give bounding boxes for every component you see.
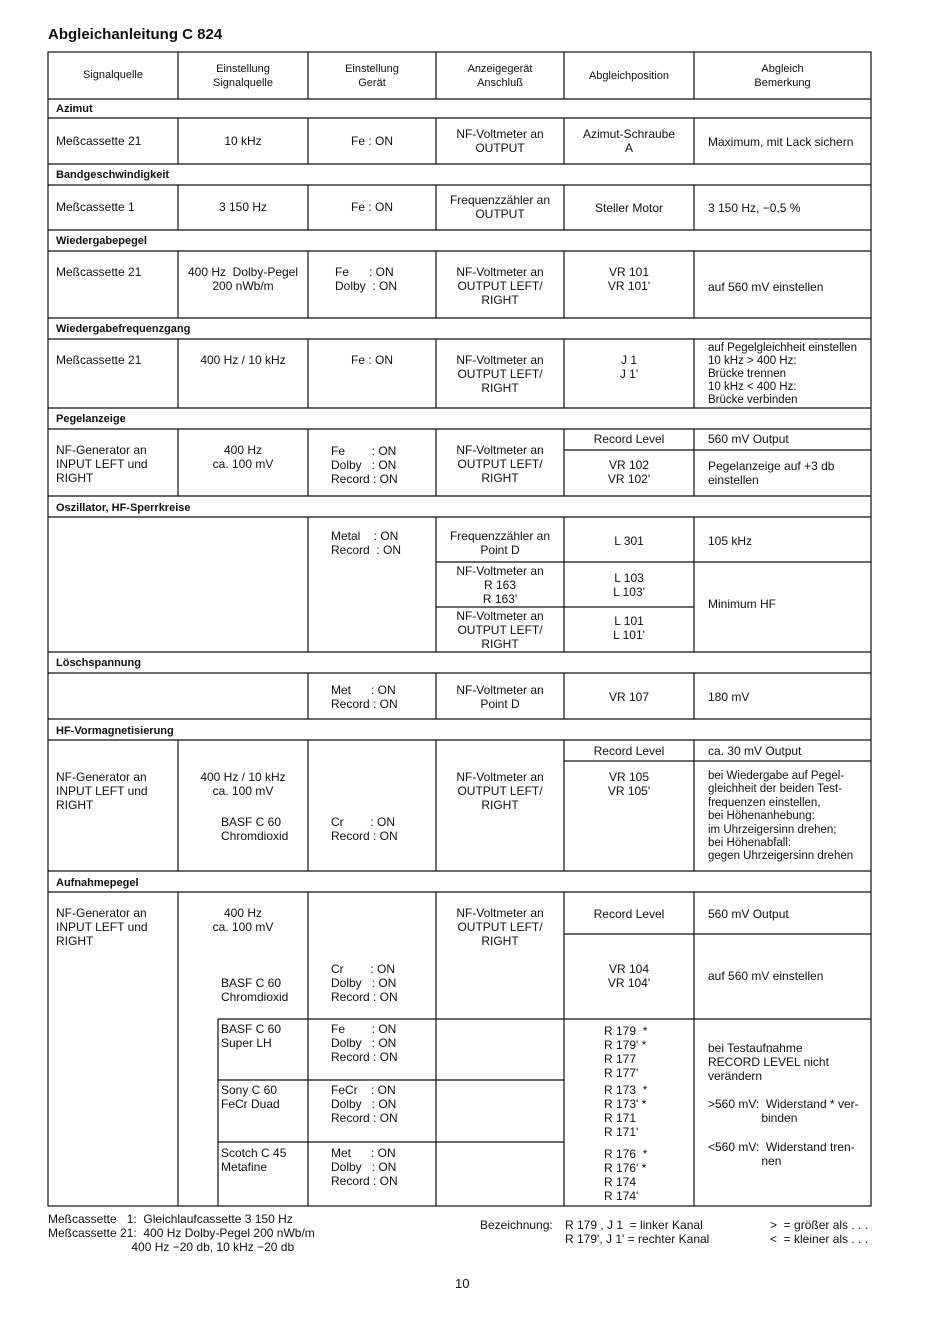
cell: NF-Voltmeter an OUTPUT — [456, 127, 544, 155]
cell: NF-Voltmeter an Point D — [456, 683, 544, 711]
cell: 560 mV Output — [708, 432, 789, 446]
cell: auf 560 mV einstellen — [708, 280, 824, 294]
cell: auf 560 mV einstellen — [708, 969, 824, 983]
cell: auf Pegelgleichheit einstellen 10 kHz > 400 Hz: Brücke trennen 10 kHz < 400 Hz: Brücke verbinden — [708, 342, 857, 406]
cell: Fe : ON — [350, 134, 393, 148]
header-abgleich-bemerkung: Abgleich Bemerkung — [754, 63, 811, 89]
cell: Sony C 60 FeCr Duad — [221, 1083, 280, 1111]
cell: 3 150 Hz — [218, 200, 268, 214]
footer-legend: Meßcassette 1: Gleichlaufcassette 3 150 Hz Meßcassette 21: 400 Hz Dolby-Pegel 200 nWb/m 400 Hz −20 db, 10 kHz −20 db — [48, 1212, 315, 1254]
header-signalquelle: Signalquelle — [83, 69, 143, 81]
cell: BASF C 60 Chromdioxid — [221, 815, 289, 843]
section-wiedergabefrequenzgang: Wiedergabefrequenzgang — [56, 323, 191, 335]
section-hf-vormagnetisierung: HF-Vormagnetisierung — [56, 725, 174, 737]
cell: Steller Motor — [594, 201, 664, 215]
cell: Fe : ON Dolby : ON Record : ON — [331, 1022, 398, 1064]
cell: NF-Voltmeter an R 163 R 163' — [456, 564, 544, 606]
section-azimut: Azimut — [56, 103, 93, 115]
cell: NF-Voltmeter an OUTPUT LEFT/ RIGHT — [456, 443, 544, 485]
cell: Fe : ON — [350, 353, 393, 367]
cell: NF-Voltmeter an OUTPUT LEFT/ RIGHT — [456, 265, 544, 307]
cell: R 179 * R 179' * R 177 R 177' — [604, 1024, 648, 1080]
cell: Cr : ON Dolby : ON Record : ON — [331, 962, 398, 1004]
cell: bei Wiedergabe auf Pegel- gleichheit der beiden Test- frequenzen einstellen, bei Höhenanhebung: im Uhrzeigersinn drehen; bei Höhenabfall: gegen Uhrzeigersinn drehen — [708, 770, 854, 863]
section-bandgeschwindigkeit: Bandgeschwindigkeit — [56, 169, 170, 181]
cell: Scotch C 45 Metafine — [221, 1146, 287, 1174]
cell: Fe : ON Dolby : ON Record : ON — [331, 444, 398, 486]
cell: NF-Generator an INPUT LEFT und RIGHT — [56, 443, 148, 485]
section-oszillator: Oszillator, HF-Sperrkreise — [56, 502, 191, 514]
page-title: Abgleichanleitung C 824 — [48, 26, 223, 43]
cell: 3 150 Hz, −0,5 % — [708, 201, 801, 215]
cell: Fe : ON — [350, 200, 393, 214]
cell: Meßcassette 21 — [56, 134, 142, 148]
footer-bezeichnung-label: Bezeichnung: — [480, 1218, 553, 1232]
footer-bezeichnung: R 179 , J 1 = linker Kanal R 179', J 1' = rechter Kanal — [565, 1218, 710, 1246]
cell: J 1 J 1' — [619, 353, 639, 381]
cell: 105 kHz — [708, 534, 753, 548]
footer-symbols: > = größer als . . . < = kleiner als . . . — [770, 1218, 869, 1246]
header-einstellung-geraet: Einstellung Gerät — [345, 63, 399, 89]
cell: Record Level — [593, 907, 665, 921]
section-wiedergabepegel: Wiedergabepegel — [56, 235, 147, 247]
cell: 400 Hz ca. 100 mV — [212, 906, 274, 934]
cell: 180 mV — [708, 690, 750, 704]
cell: 400 Hz / 10 kHz ca. 100 mV — [200, 770, 286, 798]
cell: FeCr : ON Dolby : ON Record : ON — [331, 1083, 398, 1125]
cell: Azimut-Schraube A — [582, 127, 676, 155]
cell: NF-Generator an INPUT LEFT und RIGHT — [56, 906, 148, 948]
cell: L 103 L 103' — [613, 571, 645, 599]
cell: NF-Voltmeter an OUTPUT LEFT/ RIGHT — [456, 609, 544, 651]
header-abgleichposition: Abgleichposition — [588, 70, 670, 82]
section-pegelanzeige: Pegelanzeige — [56, 413, 126, 425]
cell: Met : ON Dolby : ON Record : ON — [331, 1146, 398, 1188]
cell: <560 mV: Widerstand tren- nen — [708, 1140, 855, 1168]
cell: L 101 L 101' — [613, 614, 645, 642]
cell: Pegelanzeige auf +3 db einstellen — [708, 459, 835, 487]
page-number: 10 — [455, 1276, 470, 1291]
cell: NF-Voltmeter an OUTPUT LEFT/ RIGHT — [456, 353, 544, 395]
cell: bei Testaufnahme RECORD LEVEL nicht verändern — [708, 1041, 829, 1083]
cell: ca. 30 mV Output — [708, 744, 802, 758]
cell: Meßcassette 21 — [56, 265, 142, 279]
cell: VR 102 VR 102' — [607, 458, 651, 486]
cell: Record Level — [593, 432, 665, 446]
cell: L 301 — [614, 534, 644, 548]
header-anzeigegeraet: Anzeigegerät Anschluß — [467, 63, 533, 89]
cell: Met : ON Record : ON — [331, 683, 398, 711]
cell: Meßcassette 1 — [56, 200, 135, 214]
section-loeschspannung: Löschspannung — [56, 657, 141, 669]
cell: Cr : ON Record : ON — [331, 815, 398, 843]
cell: NF-Generator an INPUT LEFT und RIGHT — [56, 770, 148, 812]
cell: Record Level — [593, 744, 665, 758]
cell: NF-Voltmeter an OUTPUT LEFT/ RIGHT — [456, 770, 544, 812]
cell: Frequenzzähler an Point D — [449, 529, 551, 557]
cell: Meßcassette 21 — [56, 353, 142, 367]
cell: BASF C 60 Super LH — [221, 1022, 282, 1050]
cell: R 173 * R 173' * R 171 R 171' — [604, 1083, 648, 1139]
cell: BASF C 60 Chromdioxid — [221, 976, 289, 1004]
cell: Maximum, mit Lack sichern — [708, 135, 854, 149]
cell: >560 mV: Widerstand * ver- binden — [708, 1097, 859, 1125]
header-einstellung-signalquelle: Einstellung Signalquelle — [213, 63, 273, 89]
cell: VR 105 VR 105' — [607, 770, 651, 798]
cell: 400 Hz Dolby-Pegel 200 nWb/m — [187, 265, 299, 293]
section-aufnahmepegel: Aufnahmepegel — [56, 877, 139, 889]
cell: Minimum HF — [708, 597, 776, 611]
cell: VR 104 VR 104' — [607, 962, 651, 990]
cell: VR 107 — [608, 690, 650, 704]
cell: R 176 * R 176' * R 174 R 174' — [604, 1147, 648, 1203]
cell: 10 kHz — [224, 134, 262, 148]
cell: 400 Hz ca. 100 mV — [212, 443, 274, 471]
cell: Fe : ON Dolby : ON — [335, 265, 398, 293]
cell: Metal : ON Record : ON — [331, 529, 402, 557]
cell: NF-Voltmeter an OUTPUT LEFT/ RIGHT — [456, 906, 544, 948]
cell: Frequenzzähler an OUTPUT — [449, 193, 551, 221]
cell: 560 mV Output — [708, 907, 789, 921]
cell: 400 Hz / 10 kHz — [200, 353, 286, 367]
cell: VR 101 VR 101' — [607, 265, 651, 293]
